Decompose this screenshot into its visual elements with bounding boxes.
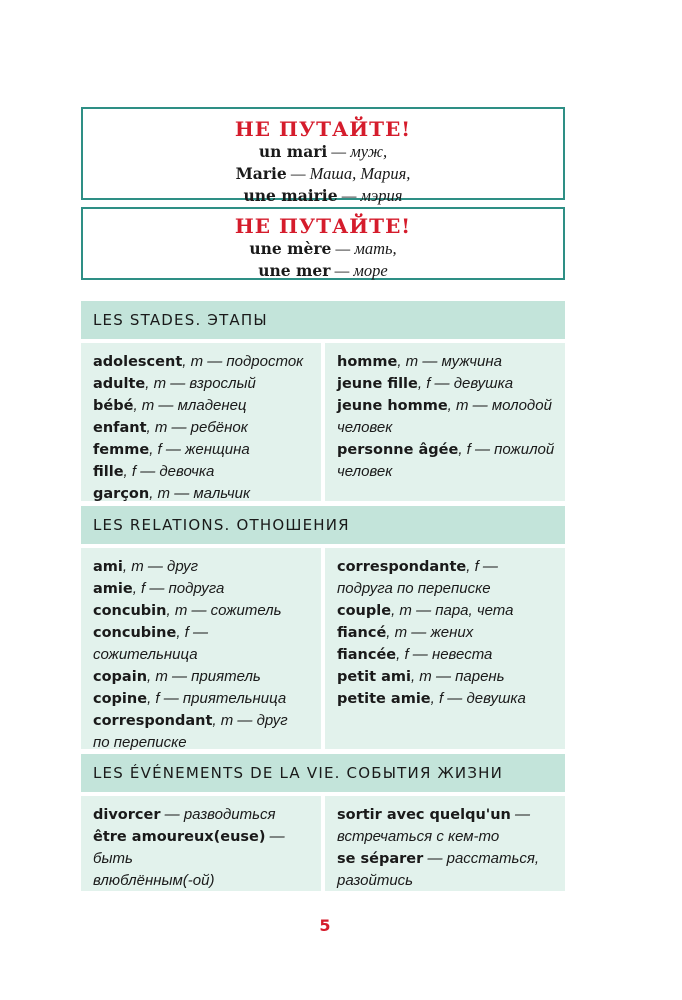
vocab-entry: bébé, m — младенец xyxy=(93,397,247,414)
vocab-entry: jeune homme, m — молодой xyxy=(337,397,552,414)
warning-title: НЕ ПУТАЙТЕ! xyxy=(234,214,412,238)
vocab-entry: amie, f — подруга xyxy=(93,580,225,597)
vocab-entry: homme, m — мужчина xyxy=(337,353,502,370)
warning-line: une mère — мать, xyxy=(249,239,397,258)
section-relations xyxy=(81,506,565,749)
vocab-entry: concubine, f — xyxy=(93,624,208,641)
vocab-column-right xyxy=(325,796,565,891)
vocab-entry: divorcer — разводиться xyxy=(93,806,276,823)
vocab-column-left xyxy=(81,796,321,891)
vocab-entry: petit ami, m — парень xyxy=(337,668,505,685)
page-number: 5 xyxy=(319,916,331,935)
vocab-entry: enfant, m — ребёнок xyxy=(93,419,248,436)
vocab-entry: copine, f — приятельница xyxy=(93,690,287,707)
vocab-entry: разойтись xyxy=(337,872,414,889)
vocab-entry: по переписке xyxy=(93,734,187,751)
vocab-entry: влюблённым(-ой) xyxy=(93,872,215,889)
vocab-entry: подруга по переписке xyxy=(337,580,491,597)
vocab-entry: couple, m — пара, чета xyxy=(337,602,514,619)
section-title: LES RELATIONS. ОТНОШЕНИЯ xyxy=(81,506,565,544)
vocab-entry: sortir avec quelqu'un — xyxy=(337,806,531,823)
section-stades xyxy=(81,301,565,501)
vocab-entry: встречаться с кем-то xyxy=(337,828,500,845)
vocab-entry: garçon, m — мальчик xyxy=(93,485,251,502)
vocab-column-left xyxy=(81,343,321,501)
vocab-entry: fiancée, f — невеста xyxy=(337,646,493,663)
warning-line: une mairie — мэрия xyxy=(243,186,403,205)
vocab-entry: copain, m — приятель xyxy=(93,668,261,685)
vocab-entry: ami, m — друг xyxy=(93,558,199,575)
vocab-entry: petite amie, f — девушка xyxy=(337,690,526,707)
warning-line: Marie — Маша, Мария, xyxy=(235,164,411,183)
warning-title: НЕ ПУТАЙТЕ! xyxy=(234,117,412,141)
warning-box-mari xyxy=(81,107,565,205)
section-title: LES STADES. ЭТАПЫ xyxy=(81,301,565,339)
section-title: LES ÉVÉNEMENTS DE LA VIE. СОБЫТИЯ ЖИЗНИ xyxy=(81,754,565,792)
vocab-entry: personne âgée, f — пожилой xyxy=(337,441,555,458)
vocab-entry: jeune fille, f — девушка xyxy=(337,375,514,392)
vocab-entry: человек xyxy=(337,419,393,436)
vocab-entry: correspondant, m — друг xyxy=(93,712,288,729)
warning-box-mere xyxy=(81,207,565,280)
vocab-entry: человек xyxy=(337,463,393,480)
vocab-column-left xyxy=(81,548,321,749)
vocab-entry: correspondante, f — xyxy=(337,558,498,575)
vocab-entry: concubin, m — сожитель xyxy=(93,602,282,619)
vocab-column-right xyxy=(325,548,565,749)
vocab-entry: être amoureux(euse) — быть xyxy=(93,828,285,867)
section-evenements xyxy=(81,754,565,891)
vocab-column-right xyxy=(325,343,565,501)
vocab-entry: сожительница xyxy=(93,646,198,663)
vocab-entry: fille, f — девочка xyxy=(93,463,215,480)
vocab-entry: femme, f — женщина xyxy=(93,441,250,458)
vocab-entry: fiancé, m — жених xyxy=(337,624,474,641)
warning-line: un mari — муж, xyxy=(258,142,388,161)
vocab-entry: adulte, m — взрослый xyxy=(93,375,256,392)
vocab-entry: se séparer — расстаться, xyxy=(337,850,540,867)
warning-line: une mer — море xyxy=(258,261,388,280)
vocab-entry: adolescent, m — подросток xyxy=(93,353,304,370)
